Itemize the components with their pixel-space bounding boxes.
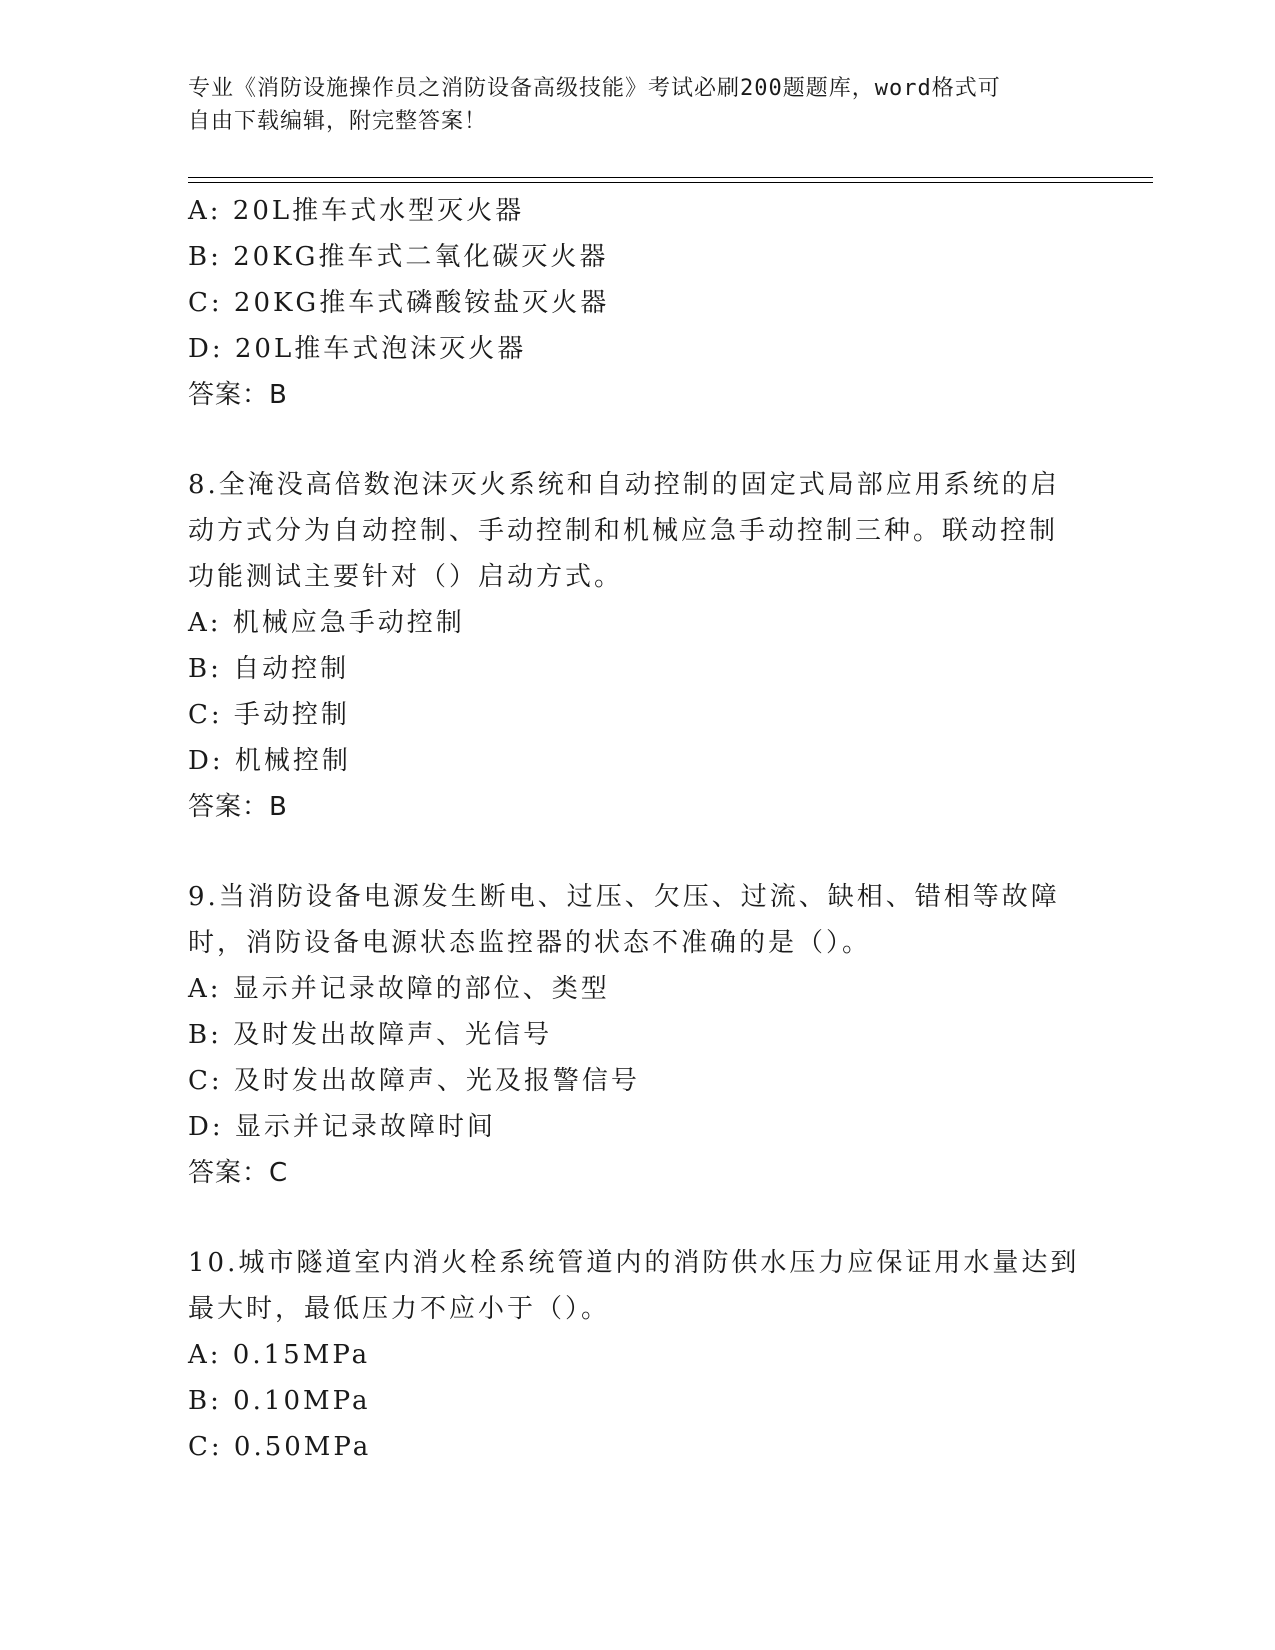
question-text-line: 时，消防设备电源状态监控器的状态不准确的是（）。 <box>188 928 872 958</box>
option-c: C: 0.50MPa <box>188 1432 372 1462</box>
option-c: C: 及时发出故障声、光及报警信号 <box>188 1066 640 1096</box>
answer: 答案：B <box>188 792 288 822</box>
answer: 答案：B <box>188 380 288 410</box>
option-d: D: 显示并记录故障时间 <box>188 1112 496 1142</box>
header-line-1: 专业《消防设施操作员之消防设备高级技能》考试必刷200题题库，word格式可 <box>188 76 1001 101</box>
option-b: B: 及时发出故障声、光信号 <box>188 1020 553 1050</box>
header-line-2: 自由下载编辑，附完整答案！ <box>188 109 488 134</box>
option-a: A: 0.15MPa <box>188 1340 371 1370</box>
option-a: A: 20L推车式水型灭火器 <box>188 196 525 226</box>
question-text-line: 9.当消防设备电源发生断电、过压、欠压、过流、缺相、错相等故障 <box>188 882 1060 912</box>
option-d: D: 20L推车式泡沫灭火器 <box>188 334 527 364</box>
question-list <box>188 188 1088 1470</box>
option-a: A: 显示并记录故障的部位、类型 <box>188 974 610 1004</box>
header-divider-bottom <box>188 182 1153 183</box>
question-text-line: 功能测试主要针对（）启动方式。 <box>188 562 624 592</box>
spacer <box>188 418 1088 462</box>
question-text-line: 10.城市隧道室内消火栓系统管道内的消防供水压力应保证用水量达到 <box>188 1248 1080 1278</box>
option-c: C: 20KG推车式磷酸铵盐灭火器 <box>188 288 610 318</box>
option-c: C: 手动控制 <box>188 700 350 730</box>
question-8 <box>188 462 1088 830</box>
document-header <box>188 72 1068 138</box>
option-b: B: 0.10MPa <box>188 1386 371 1416</box>
option-b: B: 自动控制 <box>188 654 350 684</box>
option-a: A: 机械应急手动控制 <box>188 608 465 638</box>
spacer <box>188 1196 1088 1240</box>
question-9 <box>188 874 1088 1196</box>
question-7 <box>188 188 1088 418</box>
header-divider-top <box>188 177 1153 178</box>
question-text-line: 8.全淹没高倍数泡沫灭火系统和自动控制的固定式局部应用系统的启 <box>188 470 1060 500</box>
question-text-line: 动方式分为自动控制、手动控制和机械应急手动控制三种。联动控制 <box>188 516 1059 546</box>
question-text-line: 最大时，最低压力不应小于（）。 <box>188 1294 611 1324</box>
option-b: B: 20KG推车式二氧化碳灭火器 <box>188 242 609 272</box>
spacer <box>188 830 1088 874</box>
answer: 答案：C <box>188 1158 289 1188</box>
option-d: D: 机械控制 <box>188 746 351 776</box>
question-10 <box>188 1240 1088 1470</box>
